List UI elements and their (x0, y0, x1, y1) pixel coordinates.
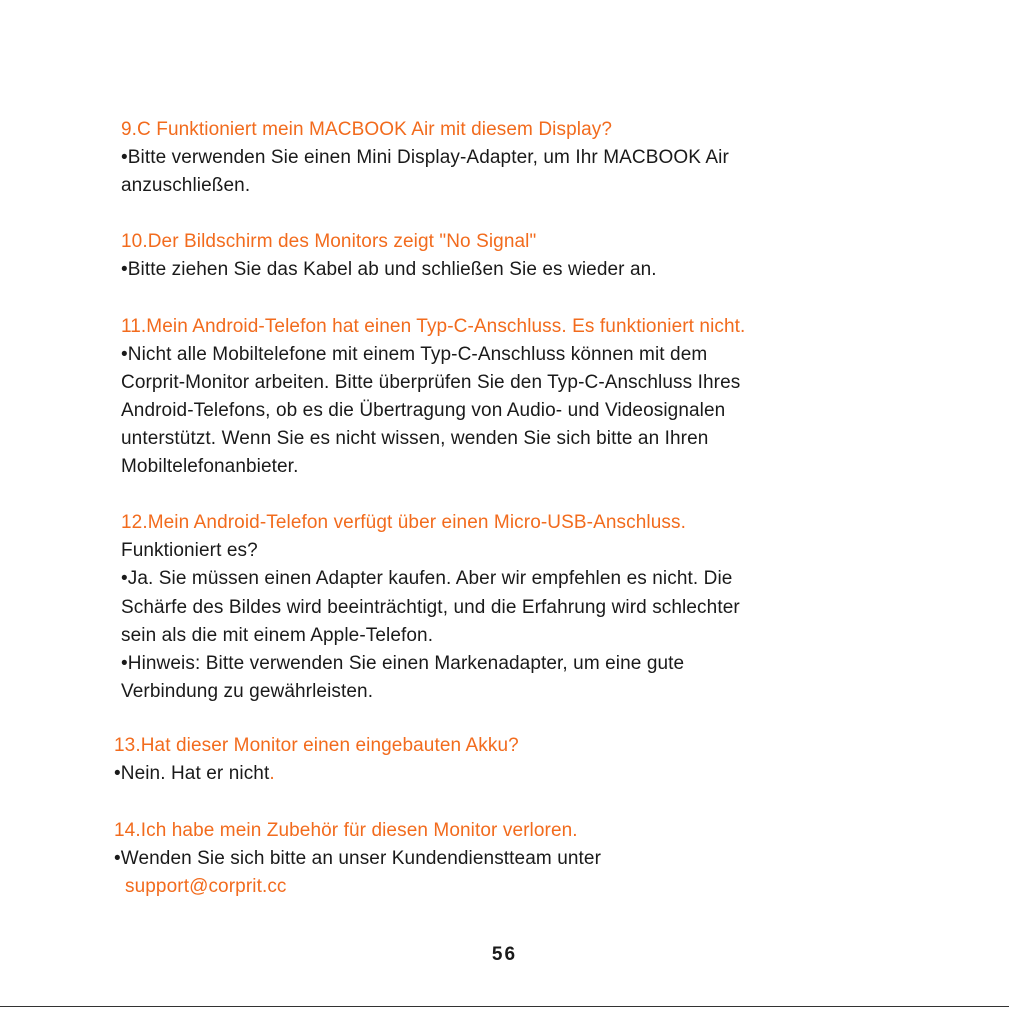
faq-answer-12-line-2: •Ja. Sie müssen einen Adapter kaufen. Aber wir empfehlen es nicht. Die (121, 568, 733, 589)
faq-answer-13-period: . (269, 763, 275, 784)
faq-answer-11-line-1: •Nicht alle Mobiltelefone mit einem Typ-C-Anschluss können mit dem (121, 344, 708, 365)
faq-answer-11-line-3: Android-Telefons, ob es die Übertragung von Audio- und Videosignalen (121, 400, 726, 421)
faq-answer-9-line-2: anzuschließen. (121, 175, 251, 196)
faq-answer-11-line-4: unterstützt. Wenn Sie es nicht wissen, wenden Sie sich bitte an Ihren (121, 428, 709, 449)
faq-answer-13 (114, 760, 275, 788)
faq-answer-12-line-6: Verbindung zu gewährleisten. (121, 681, 374, 702)
page-number: 56 (491, 944, 518, 965)
faq-answer-11-line-5: Mobiltelefonanbieter. (121, 456, 299, 477)
faq-answer-13-text: •Nein. Hat er nicht (114, 763, 270, 784)
support-email-link[interactable]: support@corprit.cc (125, 876, 287, 897)
faq-question-14: 14.Ich habe mein Zubehör für diesen Monitor verloren. (114, 820, 578, 841)
faq-answer-12-line-1: Funktioniert es? (121, 540, 258, 561)
faq-answer-9-line-1: •Bitte verwenden Sie einen Mini Display-Adapter, um Ihr MACBOOK Air (121, 147, 729, 168)
faq-answer-12-line-4: sein als die mit einem Apple-Telefon. (121, 625, 434, 646)
faq-question-12: 12.Mein Android-Telefon verfügt über einen Micro-USB-Anschluss. (121, 512, 686, 533)
faq-answer-10-line-1: •Bitte ziehen Sie das Kabel ab und schließen Sie es wieder an. (121, 259, 657, 280)
faq-answer-11-line-2: Corprit-Monitor arbeiten. Bitte überprüfen Sie den Typ-C-Anschluss Ihres (121, 372, 741, 393)
bottom-divider (0, 1006, 1009, 1007)
faq-question-9: 9.C Funktioniert mein MACBOOK Air mit diesem Display? (121, 119, 613, 140)
faq-answer-12-line-5: •Hinweis: Bitte verwenden Sie einen Markenadapter, um eine gute (121, 653, 685, 674)
faq-answer-14-line-1: •Wenden Sie sich bitte an unser Kundendienstteam unter (114, 848, 602, 869)
faq-question-10: 10.Der Bildschirm des Monitors zeigt "No Signal" (121, 231, 537, 252)
faq-question-11: 11.Mein Android-Telefon hat einen Typ-C-Anschluss. Es funktioniert nicht. (121, 316, 746, 337)
faq-question-13: 13.Hat dieser Monitor einen eingebauten Akku? (114, 735, 519, 756)
faq-answer-12-line-3: Schärfe des Bildes wird beeinträchtigt, und die Erfahrung wird schlechter (121, 597, 740, 618)
